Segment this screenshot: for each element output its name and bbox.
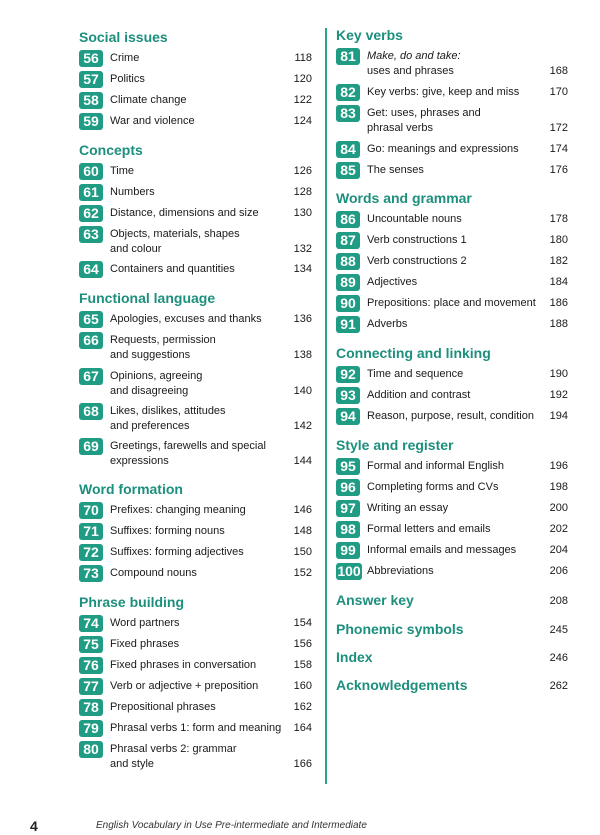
unit-title: Prefixes: changing meaning [110,504,246,516]
page-number: 204 [549,544,568,556]
section-heading-functional-language: Functional language [79,290,216,306]
unit-title: Numbers [110,186,155,198]
page-number: 168 [549,65,568,77]
toc-entry-83[interactable] [336,104,568,138]
page-number: 138 [293,349,312,361]
section-heading-social-issues: Social issues [79,29,168,45]
toc-entry-59[interactable] [79,112,312,132]
toc-entry-70[interactable] [79,501,312,521]
toc-entry-76[interactable] [79,656,312,676]
unit-title: Fixed phrases in conversation [110,659,257,671]
unit-number-badge: 60 [79,163,103,180]
toc-entry-66[interactable] [79,331,312,365]
unit-number-badge: 100 [337,563,361,579]
unit-number-badge: 80 [79,741,103,758]
unit-number-badge: 90 [336,295,360,312]
unit-number-badge: 83 [336,105,360,122]
unit-title: Prepositional phrases [110,701,216,713]
page-number: 196 [549,460,568,472]
toc-entry-100[interactable] [336,562,568,582]
toc-entry-56[interactable] [79,49,312,69]
unit-title: Apologies, excuses and thanks [110,313,262,325]
unit-title: Adverbs [367,318,408,330]
toc-entry-95[interactable] [336,457,568,477]
page-number: 184 [549,276,568,288]
toc-entry-80[interactable] [79,740,312,774]
unit-title: Distance, dimensions and size [110,207,259,219]
page-number: 126 [293,165,312,177]
unit-number-badge: 98 [336,521,360,538]
page-number: 190 [549,368,568,380]
page-number: 146 [293,504,312,516]
page-number: 132 [293,243,312,255]
unit-number-badge: 88 [336,253,360,270]
unit-title: Phrasal verbs 2: grammar [110,743,237,755]
page-number: 124 [293,115,312,127]
unit-title: Greetings, farewells and special [110,440,266,452]
page-number: 208 [549,595,568,607]
toc-entry-72[interactable] [79,543,312,563]
toc-entry-63[interactable] [79,225,312,259]
section-heading-phonemic-symbols: Phonemic symbols [336,621,464,637]
toc-entry-99[interactable] [336,541,568,561]
unit-title: Prepositions: place and movement [367,297,536,309]
section-heading-key-verbs: Key verbs [336,27,403,43]
unit-title: Compound nouns [110,567,197,579]
section-heading-connecting-and-linking: Connecting and linking [336,345,491,361]
page-number: 162 [293,701,312,713]
section-heading-concepts: Concepts [79,142,143,158]
unit-title: Get: uses, phrases and [367,107,481,119]
unit-number-badge: 69 [79,438,103,455]
unit-number-badge: 84 [336,141,360,158]
unit-title: Containers and quantities [110,263,235,275]
unit-number-badge: 99 [336,542,360,559]
toc-entry-88[interactable] [336,252,568,272]
page-number: 160 [293,680,312,692]
toc-entry-89[interactable] [336,273,568,293]
unit-title: Suffixes: forming nouns [110,525,225,537]
unit-number-badge: 91 [336,316,360,333]
unit-number-badge: 74 [79,615,103,632]
page-number: 134 [293,263,312,275]
toc-entry-77[interactable] [79,677,312,697]
unit-title-line-2: and suggestions [110,349,191,361]
footer-book-title: English Vocabulary in Use Pre-intermediate and Intermediate [96,820,367,831]
column-divider [325,28,327,784]
unit-title: Verb constructions 2 [367,255,467,267]
page-number: 154 [293,617,312,629]
toc-entry-62[interactable] [79,204,312,224]
unit-title: Requests, permission [110,334,216,346]
unit-title: Informal emails and messages [367,544,517,556]
toc-entry-96[interactable] [336,478,568,498]
page-number: 156 [293,638,312,650]
toc-entry-60[interactable] [79,162,312,182]
toc-entry-84[interactable] [336,140,568,160]
page-number: 118 [294,52,312,64]
unit-number-badge: 75 [79,636,103,653]
unit-title-line-2: and style [110,758,155,770]
page-number: 246 [549,652,568,664]
section-heading-word-formation: Word formation [79,481,183,497]
toc-entry-82[interactable] [336,83,568,103]
page-number: 200 [549,502,568,514]
unit-title: Completing forms and CVs [367,481,499,493]
unit-title-line-2: and colour [110,243,162,255]
unit-number-badge: 67 [79,368,103,385]
section-heading-phrase-building: Phrase building [79,594,185,610]
toc-entry-94[interactable] [336,407,568,427]
page-number: 198 [549,481,568,493]
page-number: 180 [549,234,568,246]
unit-title: Formal letters and emails [367,523,491,535]
unit-number-badge: 70 [79,502,103,519]
section-heading-acknowledgements: Acknowledgements [336,677,468,693]
page-number: 122 [293,94,312,106]
unit-number-badge: 81 [336,48,360,65]
unit-number-badge: 97 [336,500,360,517]
page-number: 202 [549,523,568,535]
toc-entry-92[interactable] [336,365,568,385]
unit-number-badge: 92 [336,366,360,383]
page-number: 166 [293,758,312,770]
unit-title: Word partners [110,617,180,629]
unit-number-badge: 57 [79,71,103,88]
unit-number-badge: 59 [79,113,103,130]
unit-number-badge: 82 [336,84,360,101]
unit-title: Crime [110,52,140,64]
unit-title: Objects, materials, shapes [110,228,240,240]
unit-number-badge: 73 [79,565,103,582]
page-number: 172 [549,122,568,134]
unit-number-badge: 72 [79,544,103,561]
toc-entry-98[interactable] [336,520,568,540]
toc-entry-58[interactable] [79,91,312,111]
page-number: 164 [293,722,312,734]
unit-number-badge: 66 [79,332,103,349]
unit-title-line-2: uses and phrases [367,65,454,77]
unit-title: Climate change [110,94,187,106]
toc-entry-67[interactable] [79,367,312,401]
unit-title: Likes, dislikes, attitudes [110,405,226,417]
toc-entry-81[interactable] [336,47,568,81]
section-heading-index: Index [336,649,373,665]
toc-entry-69[interactable] [79,437,312,471]
toc-entry-index[interactable] [336,649,568,669]
unit-title-line-2: and preferences [110,420,190,432]
toc-entry-57[interactable] [79,70,312,90]
unit-number-badge: 64 [79,261,103,278]
page-number: 144 [293,455,312,467]
page-number: 142 [293,420,312,432]
footer-page-number: 4 [30,818,38,834]
page-number: 170 [549,86,568,98]
page-number: 178 [549,213,568,225]
unit-title: Make, do and take: [367,50,461,62]
page-number: 245 [549,624,568,636]
unit-number-badge: 95 [336,458,360,475]
page-number: 158 [293,659,312,671]
unit-number-badge: 77 [79,678,103,695]
unit-number-badge: 62 [79,205,103,222]
toc-entry-87[interactable] [336,231,568,251]
page-number: 206 [549,565,568,577]
unit-title: The senses [367,164,424,176]
toc-entry-79[interactable] [79,719,312,739]
unit-title: Phrasal verbs 1: form and meaning [110,722,282,734]
unit-number-badge: 96 [336,479,360,496]
page-number: 136 [293,313,312,325]
page-number: 176 [549,164,568,176]
toc-entry-74[interactable] [79,614,312,634]
unit-title: Key verbs: give, keep and miss [367,86,520,98]
toc-entry-90[interactable] [336,294,568,314]
page-number: 188 [549,318,568,330]
unit-title: Opinions, agreeing [110,370,203,382]
unit-number-badge: 76 [79,657,103,674]
unit-number-badge: 63 [79,226,103,243]
unit-title: Time [110,165,135,177]
unit-title: Fixed phrases [110,638,180,650]
unit-number-badge: 87 [336,232,360,249]
page-number: 262 [549,680,568,692]
unit-title: Uncountable nouns [367,213,462,225]
toc-entry-85[interactable] [336,161,568,181]
toc-entry-93[interactable] [336,386,568,406]
page-number: 140 [293,385,312,397]
unit-title: Abbreviations [367,565,434,577]
page-number: 152 [293,567,312,579]
unit-number-badge: 85 [336,162,360,179]
unit-number-badge: 56 [79,50,103,67]
page-number: 130 [293,207,312,219]
unit-number-badge: 93 [336,387,360,404]
unit-title: Verb constructions 1 [367,234,467,246]
page-number: 186 [549,297,568,309]
page-number: 120 [293,73,312,85]
page-number: 192 [549,389,568,401]
unit-title: War and violence [110,115,195,127]
unit-title: Go: meanings and expressions [367,143,519,155]
unit-title-line-2: expressions [110,455,169,467]
unit-number-badge: 58 [79,92,103,109]
page-number: 182 [549,255,568,267]
toc-entry-97[interactable] [336,499,568,519]
unit-title: Formal and informal English [367,460,504,472]
toc-entry-86[interactable] [336,210,568,230]
toc-entry-91[interactable] [336,315,568,335]
unit-number-badge: 89 [336,274,360,291]
toc-entry-75[interactable] [79,635,312,655]
toc-entry-61[interactable] [79,183,312,203]
unit-number-badge: 86 [336,211,360,228]
unit-number-badge: 94 [336,408,360,425]
toc-entry-64[interactable] [79,260,312,280]
unit-number-badge: 71 [79,523,103,540]
unit-title-line-2: phrasal verbs [367,122,434,134]
page-number: 148 [293,525,312,537]
section-heading-answer-key: Answer key [336,592,414,608]
page-number: 174 [549,143,568,155]
section-heading-words-and-grammar: Words and grammar [336,190,472,206]
unit-number-badge: 61 [79,184,103,201]
unit-title: Reason, purpose, result, condition [367,410,534,422]
page-number: 128 [293,186,312,198]
unit-title: Suffixes: forming adjectives [110,546,244,558]
page-number: 150 [293,546,312,558]
unit-number-badge: 78 [79,699,103,716]
unit-title: Politics [110,73,145,85]
toc-entry-65[interactable] [79,310,312,330]
toc-entry-78[interactable] [79,698,312,718]
unit-number-badge: 68 [79,403,103,420]
toc-entry-68[interactable] [79,402,312,436]
unit-title: Writing an essay [367,502,449,514]
toc-entry-71[interactable] [79,522,312,542]
page-number: 194 [549,410,568,422]
unit-title: Time and sequence [367,368,464,380]
unit-number-badge: 79 [79,720,103,737]
toc-entry-73[interactable] [79,564,312,584]
unit-title: Addition and contrast [367,389,471,401]
toc-entry-acknowledgements[interactable] [336,677,568,697]
toc-entry-phonemic-symbols[interactable] [336,621,568,641]
toc-entry-answer-key[interactable] [336,592,568,612]
unit-number-badge: 65 [79,311,103,328]
unit-title-line-2: and disagreeing [110,385,189,397]
unit-title: Adjectives [367,276,418,288]
section-heading-style-and-register: Style and register [336,437,454,453]
unit-title: Verb or adjective + preposition [110,680,259,692]
